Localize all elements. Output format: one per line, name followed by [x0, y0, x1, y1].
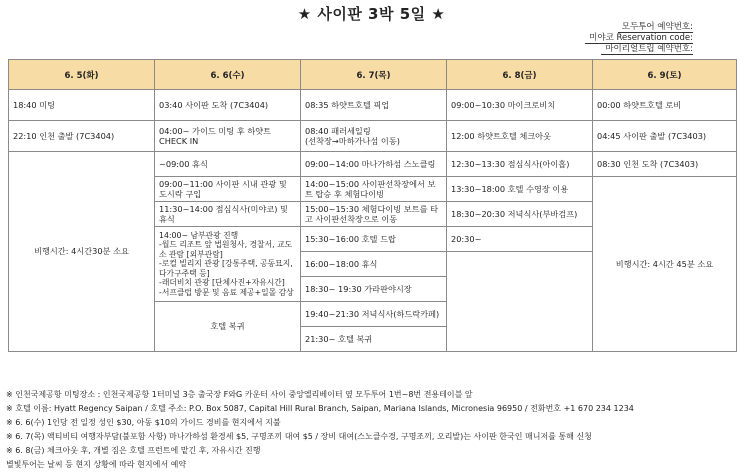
mairi-reservation-label: 마이리얼트립 예약번호:	[601, 44, 693, 55]
header-row	[9, 60, 737, 90]
note-item: ※ 6. 7(목) 액티비티 여행자부담(불포함 사항) 마나가하섬 환경세 $5, 구명조끼 대여 $5 / 장비 대여(스노클수경, 구명조끼, 오리발)는 사이판 한국인 매니저를 통해 신청	[6, 432, 592, 441]
schedule-cell: 12:00 하얏트호텔 체크아웃	[447, 121, 593, 152]
schedule-cell-empty	[447, 252, 593, 352]
schedule-cell: 08:35 하얏트호텔 픽업	[301, 90, 447, 121]
schedule-cell: 14:00~15:00 사이판선착장에서 보트 탑승 후 체험다이빙	[301, 177, 447, 202]
schedule-cell: 18:40 미팅	[9, 90, 155, 121]
schedule-cell: 08:40 패러세일링 (선착장→마하가나섬 이동)	[301, 121, 447, 152]
table-row	[9, 121, 737, 152]
schedule-cell: 08:30 인천 도착 (7C3403)	[593, 152, 737, 177]
schedule-cell: 03:40 사이판 도착 (7C3404)	[155, 90, 301, 121]
schedule-cell: 14:00~ 남부관광 진행 -월드 리조트 앞 법원청사, 경찰서, 교도소 관람 [외부관람] -로컬 빌리지 관광 [강통주택, 공동묘지, 다가구주택 등] -래더비치 관광 [단체사진+자유시간] -서프클럽 방문 및 음료 제공+일몰 감상	[155, 227, 301, 302]
schedule-table	[8, 59, 737, 352]
flight-time-outbound: 비행시간: 4시간30분 소요	[9, 152, 155, 352]
schedule-cell: 12:30~13:30 점심식사(아이홉)	[447, 152, 593, 177]
schedule-cell: 13:30~18:00 호텔 수영장 이용	[447, 177, 593, 202]
schedule-cell: 15:30~16:00 호텔 드랍	[301, 227, 447, 252]
schedule-cell: 21:30~ 호텔 복귀	[301, 327, 447, 352]
note-item: 별빛투어는 날씨 등 현지 상황에 따라 현지에서 예약	[6, 460, 187, 469]
header-day-5: 6. 9(토)	[593, 60, 737, 90]
schedule-cell: 09:00~11:00 사이판 시내 관광 및 도시락 구입	[155, 177, 301, 202]
schedule-cell: 18:30~ 19:30 가라판야시장	[301, 277, 447, 302]
table-row	[9, 90, 737, 121]
schedule-cell: 15:00~15:30 체험다이빙 보트를 타고 사이판선착장으로 이동	[301, 202, 447, 227]
schedule-cell: 09:00~14:00 마나가하섬 스노클링	[301, 152, 447, 177]
note-item: ※ 인천국제공항 미팅장소 : 인천국제공항 1터미널 3층 출국장 F와G 카운터 사이 중앙엘리베이터 옆 모두투어 1번~8번 전용테이블 앞	[6, 390, 473, 399]
schedule-cell: 호텔 복귀	[155, 302, 301, 352]
schedule-cell: 09:00~10:30 마이크로비치	[447, 90, 593, 121]
schedule-cell: 18:30~20:30 저녁식사(부바검프)	[447, 202, 593, 227]
schedule-cell: 04:00~ 가이드 미팅 후 하얏트 CHECK IN	[155, 121, 301, 152]
modetour-reservation-label: 모두투어 예약번호:	[618, 22, 693, 33]
note-item: ※ 6. 6(수) 1인당 전 일정 성인 $30, 아동 $10의 가이드 경비를 현지에서 지불	[6, 418, 281, 427]
miyako-reservation-label: 미야코 Reservation code:	[585, 33, 693, 44]
notes-section	[6, 388, 634, 472]
note-item: ※ 6. 8(금) 체크아웃 후, 개별 짐은 호텔 프런트에 맡긴 후, 자유시간 진행	[6, 446, 261, 455]
schedule-cell: 04:45 사이판 출발 (7C3403)	[593, 121, 737, 152]
schedule-cell: 20:30~	[447, 227, 593, 252]
schedule-cell: ~09:00 휴식	[155, 152, 301, 177]
header-day-1: 6. 5(화)	[9, 60, 155, 90]
table-row	[9, 152, 737, 177]
note-item: ※ 호텔 이름: Hyatt Regency Saipan / 호텔 주소: P.O. Box 5087, Capital Hill Rural Branch, Saipan, Mariana Islands, Micronesia 96950 / 전화번호 +1 670 234 1234	[6, 404, 634, 413]
header-day-2: 6. 6(수)	[155, 60, 301, 90]
flight-time-return: 비행시간: 4시간 45분 소요	[593, 177, 737, 352]
schedule-cell: 16:00~18:00 휴식	[301, 252, 447, 277]
schedule-cell: 22:10 인천 출발 (7C3404)	[9, 121, 155, 152]
page-title: ★ 사이판 3박 5일 ★	[297, 5, 446, 23]
schedule-cell: 11:30~14:00 점심식사(미야코) 및 휴식	[155, 202, 301, 227]
schedule-cell: 19:40~21:30 저녁식사(하드락카페)	[301, 302, 447, 327]
header-day-4: 6. 8(금)	[447, 60, 593, 90]
schedule-cell: 00:00 하얏트호텔 로비	[593, 90, 737, 121]
header-day-3: 6. 7(목)	[301, 60, 447, 90]
